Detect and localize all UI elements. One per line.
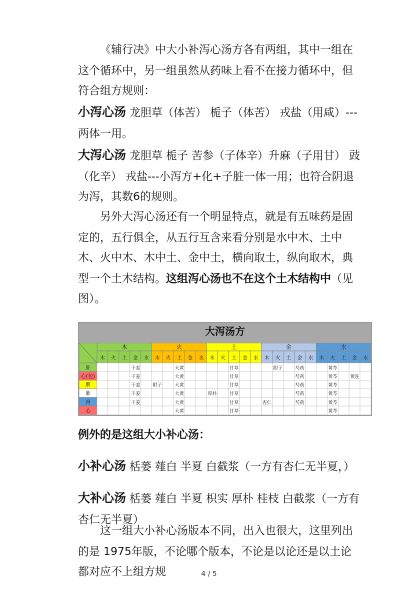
grid-cell	[119, 380, 130, 389]
grid-cell	[218, 397, 229, 406]
grid-cell	[360, 372, 371, 381]
sub-header-label: 土	[341, 355, 347, 362]
grid-cell	[152, 372, 163, 381]
grid-cell	[119, 397, 130, 406]
grid-cell	[316, 406, 327, 415]
structure-text: 另外大泻心汤还有一个明显特点，就是有五味药是固定的，五行俱全，从五行互含来看分别是水中木、土中木、火中木、木中土、金中土，横向取土，纵向取木，典型一个土木结构。	[78, 210, 353, 285]
grid-cell	[97, 363, 108, 372]
small-buxin-formula	[78, 456, 362, 478]
grid-cell	[283, 397, 294, 406]
structure-bold-text: 这组泻心汤也不在这个土木结构中	[166, 271, 331, 285]
version-paragraph: 这一组大小补心汤版本不同，出入也很大，这里列出的是 1975年版，不论哪个版本，不论是以论还是以土论都对应不上组方规	[78, 524, 353, 578]
sub-header-label: 木	[154, 355, 160, 362]
sub-header-label: 土	[121, 355, 127, 362]
herb-cell-text: 甘草	[229, 375, 239, 380]
grid-cell	[349, 406, 360, 415]
grid-cell	[239, 406, 250, 415]
grid-cell	[152, 406, 163, 415]
grid-cell	[272, 380, 283, 389]
grid-cell	[349, 363, 360, 372]
sub-header-label: 土	[176, 355, 182, 362]
herb-cell-text: 黄芩	[328, 409, 338, 415]
sub-header-label: 水	[308, 355, 314, 362]
grid-cell	[360, 397, 371, 406]
sub-header-label: 木	[319, 355, 325, 362]
grid-cell	[119, 389, 130, 398]
grid-cell	[207, 380, 218, 389]
herb-cell-text: 干姜	[130, 375, 141, 380]
herb-cell-text: 大黄	[174, 392, 184, 398]
formula-table-image	[78, 322, 372, 416]
herb-cell-text: 甘草	[229, 383, 239, 389]
grid-cell	[272, 397, 283, 406]
formula-label: 小泻心汤	[78, 105, 127, 119]
row-label: 肺	[85, 391, 91, 398]
grid-cell	[218, 380, 229, 389]
grid-cell	[141, 380, 152, 389]
grid-cell	[97, 380, 108, 389]
sub-header-label: 金	[132, 355, 138, 362]
grid-cell	[108, 397, 119, 406]
grid-cell	[119, 363, 130, 372]
grid-cell	[338, 389, 349, 398]
grid-cell	[163, 406, 174, 415]
grid-cell	[250, 397, 261, 406]
sub-header-label: 火	[165, 355, 171, 362]
grid-cell	[185, 406, 196, 415]
formula-label: 大补心汤	[78, 491, 127, 505]
group-header-label: 水	[340, 345, 347, 352]
sub-header-label: 水	[363, 355, 369, 362]
page-number: 4 / 5	[201, 570, 217, 578]
grid-cell	[185, 397, 196, 406]
grid-cell	[108, 389, 119, 398]
herb-cell-text: 黄芩	[328, 375, 338, 380]
grid-cell	[239, 363, 250, 372]
grid-cell	[152, 397, 163, 406]
herb-cell-text: 芍药	[295, 366, 305, 372]
small-xiexin-formula	[78, 102, 362, 144]
grid-cell	[360, 380, 371, 389]
sub-header-label: 金	[242, 355, 248, 362]
formula-label: 小补心汤	[78, 459, 127, 473]
grid-cell	[338, 372, 349, 381]
grid-cell	[108, 372, 119, 381]
grid-cell	[283, 380, 294, 389]
grid-cell	[261, 389, 272, 398]
sub-header-label: 水	[143, 355, 149, 362]
herb-cell-text: 甘草	[229, 400, 239, 406]
grid-cell	[272, 406, 283, 415]
grid-cell	[250, 380, 261, 389]
formula-text: 龙胆草（体苦） 栀子（体苦） 戎盐（用咸）---两体一用。	[78, 106, 358, 140]
grid-cell	[250, 406, 261, 415]
herb-cell-text: 干姜	[130, 366, 141, 372]
sub-header-label: 金	[297, 355, 303, 362]
grid-cell	[196, 363, 207, 372]
row-label: 心(包)	[81, 374, 95, 380]
grid-cell	[250, 389, 261, 398]
herb-cell-text: 黄芩	[328, 392, 338, 398]
grid-cell	[163, 380, 174, 389]
grid-cell	[163, 363, 174, 372]
grid-cell	[207, 372, 218, 381]
table-title: 大泻汤方	[79, 323, 371, 343]
grid-cell	[283, 406, 294, 415]
grid-cell	[338, 380, 349, 389]
herb-cell-text: 芍药	[295, 400, 305, 406]
grid-cell	[349, 380, 360, 389]
herb-cell-text: 甘草	[229, 366, 239, 372]
grid-cell	[196, 372, 207, 381]
formula-label: 大泻心汤	[78, 148, 127, 162]
grid-cell	[152, 389, 163, 398]
herb-cell-text: 甘草	[229, 409, 239, 415]
herb-cell-text: 大黄	[174, 409, 184, 415]
herb-cell-text: 大黄	[174, 375, 184, 380]
row-label: 肝	[85, 365, 91, 372]
grid-cell	[338, 363, 349, 372]
herb-cell-text: 大黄	[174, 383, 184, 389]
grid-cell	[108, 363, 119, 372]
grid-cell	[196, 397, 207, 406]
grid-cell	[196, 380, 207, 389]
grid-cell	[196, 406, 207, 415]
grid-cell	[97, 397, 108, 406]
group-header-label: 木	[121, 345, 128, 352]
herb-cell-text: 大黄	[174, 400, 184, 406]
grid-cell	[239, 372, 250, 381]
grid-cell	[305, 372, 316, 381]
sub-header-label: 水	[253, 355, 259, 362]
grid-cell	[108, 406, 119, 415]
grid-cell	[239, 389, 250, 398]
grid-cell	[163, 389, 174, 398]
grid-cell	[141, 397, 152, 406]
grid-cell	[305, 406, 316, 415]
herb-cell-text: 干姜	[130, 400, 141, 406]
grid-cell	[305, 363, 316, 372]
formula-text: 栝蒌 薤白 半夏 枳实 厚朴 桂枝 白截浆（一方有杏仁无半夏）	[78, 492, 360, 526]
grid-cell	[185, 380, 196, 389]
grid-cell	[218, 389, 229, 398]
grid-cell	[283, 372, 294, 381]
herb-cell-text: 大黄	[174, 366, 184, 372]
grid-cell	[338, 397, 349, 406]
group-header-label: 金	[286, 345, 292, 352]
large-xiexin-formula	[78, 145, 362, 208]
row-label: 心	[85, 408, 91, 415]
grid-cell	[294, 406, 305, 415]
herb-cell-text: 黄芩	[328, 366, 338, 372]
sub-header-label: 土	[286, 355, 292, 362]
herb-cell-text: 附子	[152, 383, 163, 389]
grid-cell	[261, 380, 272, 389]
grid-cell	[283, 363, 294, 372]
grid-cell	[141, 389, 152, 398]
formula-text: 龙胆草 栀子 苦参（子体辛）升麻（子用甘） 豉（化辛） 戎盐---小泻方+化+子脏一体一用；也符合阴退为泻，其数6的规则。	[78, 149, 361, 203]
grid-cell	[218, 406, 229, 415]
grid-cell	[305, 389, 316, 398]
grid-cell	[97, 389, 108, 398]
grid-cell	[261, 406, 272, 415]
grid-cell	[239, 397, 250, 406]
grid-cell	[141, 406, 152, 415]
sub-header-label: 金	[352, 355, 358, 362]
grid-cell	[338, 406, 349, 415]
grid-cell	[207, 363, 218, 372]
group-header-label: 土	[231, 345, 237, 352]
grid-cell	[141, 372, 152, 381]
grid-cell	[360, 363, 371, 372]
formula-text: 栝蒌 薤白 半夏 白截浆（一方有杏仁无半夏，）	[126, 460, 355, 473]
sub-header-label: 火	[220, 355, 226, 362]
herb-cell-text: 干姜	[130, 392, 141, 398]
grid-cell	[250, 363, 261, 372]
grid-cell	[152, 363, 163, 372]
structure-paragraph	[78, 207, 362, 310]
grid-cell	[316, 380, 327, 389]
sub-header-label: 火	[110, 355, 116, 362]
grid-cell	[130, 406, 141, 415]
grid-cell	[349, 389, 360, 398]
grid-cell	[316, 389, 327, 398]
grid-cell	[185, 363, 196, 372]
herb-cell-text: 黄连	[350, 375, 360, 380]
sub-header-label: 水	[198, 355, 204, 362]
sub-header-label: 土	[231, 355, 237, 362]
grid-cell	[239, 380, 250, 389]
grid-cell	[218, 372, 229, 381]
grid-cell	[261, 372, 272, 381]
intro-paragraph: 《辅行决》中大小补泻心汤方各有两组，其中一组在这个循环中，另一组虽然从药味上看不在接力循环中，但符合组方规则：	[78, 43, 353, 97]
herb-cell-text: 芍药	[295, 383, 305, 389]
herb-cell-text: 干姜	[130, 383, 141, 389]
group-header-label: 火	[176, 345, 182, 352]
sub-header-label: 木	[209, 355, 215, 362]
grid-cell	[250, 372, 261, 381]
sub-header-label: 木	[99, 355, 105, 362]
grid-cell	[97, 406, 108, 415]
grid-cell	[196, 389, 207, 398]
herb-cell-text: 芍药	[295, 375, 305, 380]
grid-cell	[305, 397, 316, 406]
herb-cell-text: 厚朴	[207, 392, 217, 398]
grid-cell	[261, 363, 272, 372]
five-element-grid	[79, 343, 371, 415]
sub-header-label: 火	[330, 355, 336, 362]
grid-cell	[349, 397, 360, 406]
grid-cell	[316, 397, 327, 406]
grid-cell	[185, 389, 196, 398]
grid-cell	[272, 372, 283, 381]
herb-cell-text: 甘草	[229, 392, 239, 398]
row-label: 肾	[85, 399, 91, 406]
grid-cell	[163, 372, 174, 381]
grid-cell	[163, 397, 174, 406]
structure-tail: （见图）。	[78, 271, 353, 305]
grid-cell	[108, 380, 119, 389]
herb-cell-text: 芍药	[295, 392, 305, 398]
grid-cell	[272, 389, 283, 398]
grid-cell	[283, 389, 294, 398]
grid-cell	[207, 406, 218, 415]
exception-heading: 例外的是这组大小补心汤：	[78, 428, 210, 441]
grid-cell	[185, 372, 196, 381]
grid-cell	[97, 372, 108, 381]
sub-header-label: 木	[264, 355, 270, 362]
grid-cell	[119, 372, 130, 381]
grid-cell	[360, 389, 371, 398]
grid-cell	[316, 363, 327, 372]
row-label: 脾	[85, 382, 91, 389]
grid-cell	[316, 372, 327, 381]
grid-cell	[141, 363, 152, 372]
grid-cell	[119, 406, 130, 415]
grid-cell	[305, 380, 316, 389]
grid-cell	[207, 397, 218, 406]
herb-cell-text: 附子	[273, 366, 283, 372]
sub-header-label: 金	[187, 355, 193, 362]
herb-cell-text: 杏仁	[262, 400, 272, 406]
herb-cell-text: 黄芩	[328, 383, 338, 389]
grid-cell	[360, 406, 371, 415]
sub-header-label: 火	[275, 355, 281, 362]
herb-cell-text: 黄芩	[328, 400, 338, 406]
grid-cell	[218, 363, 229, 372]
